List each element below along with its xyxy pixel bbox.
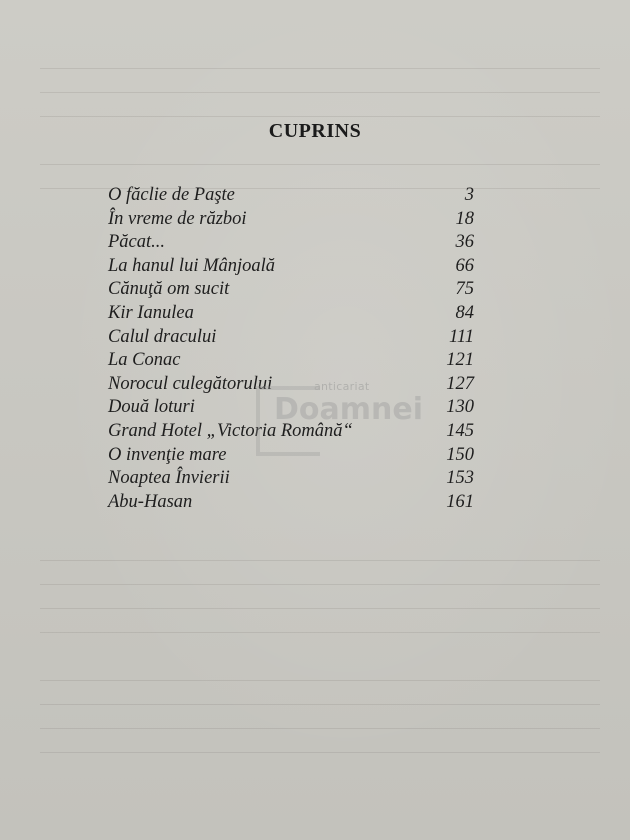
toc-entry-page: 66 <box>455 255 474 276</box>
toc-entry-page: 3 <box>464 185 474 205</box>
bleed-through-line <box>40 752 600 753</box>
toc-entry-page: 127 <box>446 373 474 394</box>
toc-entry-title: În vreme de război <box>108 208 247 229</box>
toc-entry-title: Norocul culegătorului <box>108 373 273 394</box>
toc-entry-title: La hanul lui Mânjoală <box>108 255 276 276</box>
toc-entry <box>108 184 474 208</box>
toc-entry-title: La Conac <box>108 350 181 371</box>
toc-entry <box>108 302 474 326</box>
toc-entry-title: Grand Hotel „Victoria Română“ <box>108 420 353 441</box>
bleed-through-line <box>40 560 600 561</box>
toc-entry-title: O invenţie mare <box>108 444 227 465</box>
bleed-through-line <box>40 680 600 681</box>
watermark-small-text: anticariat <box>314 380 370 393</box>
toc-entry <box>108 326 474 350</box>
toc-entry <box>108 231 474 255</box>
bleed-through-line <box>40 92 600 93</box>
toc-entry-title: Noaptea Învierii <box>108 468 230 489</box>
toc-entry-page: 130 <box>446 397 474 418</box>
toc-entry-title: Cănuţă om sucit <box>108 279 230 300</box>
toc-entry-page: 36 <box>455 232 474 253</box>
toc-entry-page: 18 <box>455 208 474 229</box>
toc-entry <box>108 255 474 279</box>
toc-entry-page: 84 <box>455 302 474 323</box>
bleed-through-line <box>40 164 600 165</box>
toc-entry-title: Kir Ianulea <box>108 302 194 323</box>
bleed-through-line <box>40 704 600 705</box>
toc-entry-page: 161 <box>446 491 474 512</box>
bleed-through-line <box>40 584 600 585</box>
toc-entry-page: 153 <box>446 468 474 489</box>
toc-entry-title: Păcat... <box>108 232 166 253</box>
toc-entry <box>108 208 474 232</box>
toc-entry <box>108 349 474 373</box>
bleed-through-line <box>40 728 600 729</box>
toc-entry-page: 111 <box>448 326 474 347</box>
toc-entry-page: 121 <box>446 350 474 371</box>
toc-entry-page: 75 <box>455 279 474 300</box>
watermark-big-text: Doamnei <box>274 392 424 427</box>
toc-entry-title: O făclie de Paşte <box>108 185 235 205</box>
toc-entry-title: Două loturi <box>108 397 195 418</box>
bleed-through-line <box>40 632 600 633</box>
toc-entry <box>108 467 474 491</box>
toc-entry-title: Abu-Hasan <box>108 491 193 512</box>
bleed-through-line <box>40 68 600 69</box>
page-title: CUPRINS <box>268 120 362 142</box>
toc-entry-page: 145 <box>446 420 474 441</box>
toc-entry <box>108 491 474 515</box>
bleed-through-line <box>40 116 600 117</box>
watermark-logo <box>230 376 430 466</box>
toc-entry-page: 150 <box>446 444 474 465</box>
toc-entry <box>108 278 474 302</box>
toc-entry-title: Calul dracului <box>108 326 217 347</box>
bleed-through-line <box>40 608 600 609</box>
